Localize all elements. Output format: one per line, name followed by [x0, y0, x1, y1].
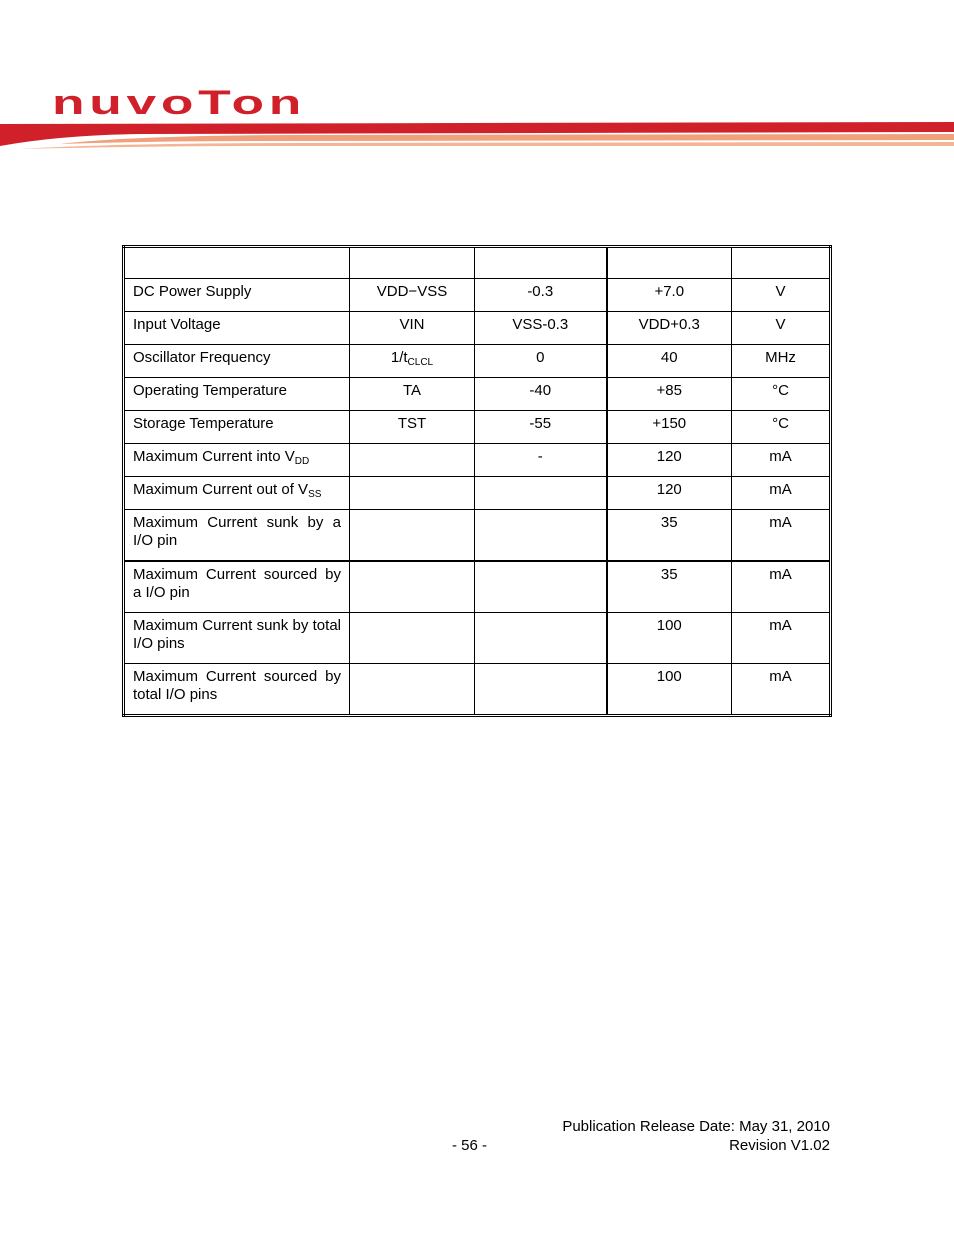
parameter-cell: Maximum Current sunk by a I/O pin	[124, 510, 350, 562]
header-swoosh-band	[0, 118, 954, 150]
unit-cell: MHz	[732, 345, 831, 378]
revision-label: Revision V1.02	[729, 1137, 830, 1154]
min-value-cell: VSS-0.3	[475, 312, 607, 345]
min-value-cell: -55	[475, 411, 607, 444]
header-cell-parameter	[124, 247, 350, 279]
max-value-cell: 120	[607, 444, 732, 477]
symbol-text: 1/t	[390, 349, 408, 366]
unit-cell: mA	[732, 613, 831, 664]
unit-cell: V	[732, 312, 831, 345]
parameter-cell: Oscillator Frequency	[124, 345, 350, 378]
min-value-cell	[475, 477, 607, 510]
nuvoton-logo	[52, 88, 308, 118]
min-value-cell: 0	[475, 345, 607, 378]
unit-cell: mA	[732, 664, 831, 716]
symbol-cell	[350, 444, 475, 477]
table-header-row	[124, 247, 831, 279]
parameter-cell: Input Voltage	[124, 312, 350, 345]
unit-cell: mA	[732, 561, 831, 613]
symbol-subscript: CLCL	[407, 357, 434, 368]
max-value-cell: +150	[607, 411, 732, 444]
symbol-cell	[350, 664, 475, 716]
min-value-cell	[475, 510, 607, 562]
parameter-subscript: SS	[308, 489, 322, 500]
symbol-cell: VDD−VSS	[350, 279, 475, 312]
min-value-cell: -	[475, 444, 607, 477]
parameter-cell: Maximum Current sunk by total I/O pins	[124, 613, 350, 664]
max-value-cell: 100	[607, 664, 732, 716]
max-value-cell: 35	[607, 510, 732, 562]
publication-release-date: Publication Release Date: May 31, 2010	[562, 1118, 830, 1135]
symbol-cell	[350, 477, 475, 510]
parameter-cell: Storage Temperature	[124, 411, 350, 444]
header-cell-max	[607, 247, 732, 279]
max-value-cell: +85	[607, 378, 732, 411]
max-value-cell: VDD+0.3	[607, 312, 732, 345]
parameter-cell: Maximum Current sourced by total I/O pins	[124, 664, 350, 716]
min-value-cell	[475, 664, 607, 716]
max-value-cell: 100	[607, 613, 732, 664]
unit-cell: V	[732, 279, 831, 312]
absolute-maximum-ratings-table	[122, 245, 832, 717]
table-row	[124, 411, 831, 444]
parameter-cell	[124, 477, 350, 510]
header-cell-unit	[732, 247, 831, 279]
min-value-cell	[475, 561, 607, 613]
symbol-cell	[350, 613, 475, 664]
parameter-cell: DC Power Supply	[124, 279, 350, 312]
table-row	[124, 345, 831, 378]
table-row	[124, 312, 831, 345]
header-cell-symbol	[350, 247, 475, 279]
symbol-cell: VIN	[350, 312, 475, 345]
parameter-cell	[124, 444, 350, 477]
table-row	[124, 510, 831, 562]
symbol-cell	[350, 345, 475, 378]
unit-cell: mA	[732, 510, 831, 562]
table-row	[124, 561, 831, 613]
min-value-cell: -40	[475, 378, 607, 411]
max-value-cell: +7.0	[607, 279, 732, 312]
parameter-text: Maximum Current into V	[133, 448, 295, 465]
symbol-cell	[350, 510, 475, 562]
logo-text: nuvoTon	[52, 88, 306, 118]
table-row	[124, 477, 831, 510]
header-cell-min	[475, 247, 607, 279]
max-value-cell: 35	[607, 561, 732, 613]
table-row	[124, 613, 831, 664]
unit-cell: °C	[732, 411, 831, 444]
table-row	[124, 664, 831, 716]
unit-cell: mA	[732, 477, 831, 510]
min-value-cell	[475, 613, 607, 664]
parameter-cell: Maximum Current sourced by a I/O pin	[124, 561, 350, 613]
table-row	[124, 279, 831, 312]
max-value-cell: 40	[607, 345, 732, 378]
min-value-cell: -0.3	[475, 279, 607, 312]
symbol-cell	[350, 561, 475, 613]
symbol-cell: TA	[350, 378, 475, 411]
parameter-subscript: DD	[294, 456, 310, 467]
parameter-cell: Operating Temperature	[124, 378, 350, 411]
unit-cell: °C	[732, 378, 831, 411]
max-value-cell: 120	[607, 477, 732, 510]
page-number: - 56 -	[452, 1137, 488, 1154]
symbol-cell: TST	[350, 411, 475, 444]
unit-cell: mA	[732, 444, 831, 477]
parameter-text: Maximum Current out of V	[133, 481, 309, 498]
table-row	[124, 378, 831, 411]
table-row	[124, 444, 831, 477]
